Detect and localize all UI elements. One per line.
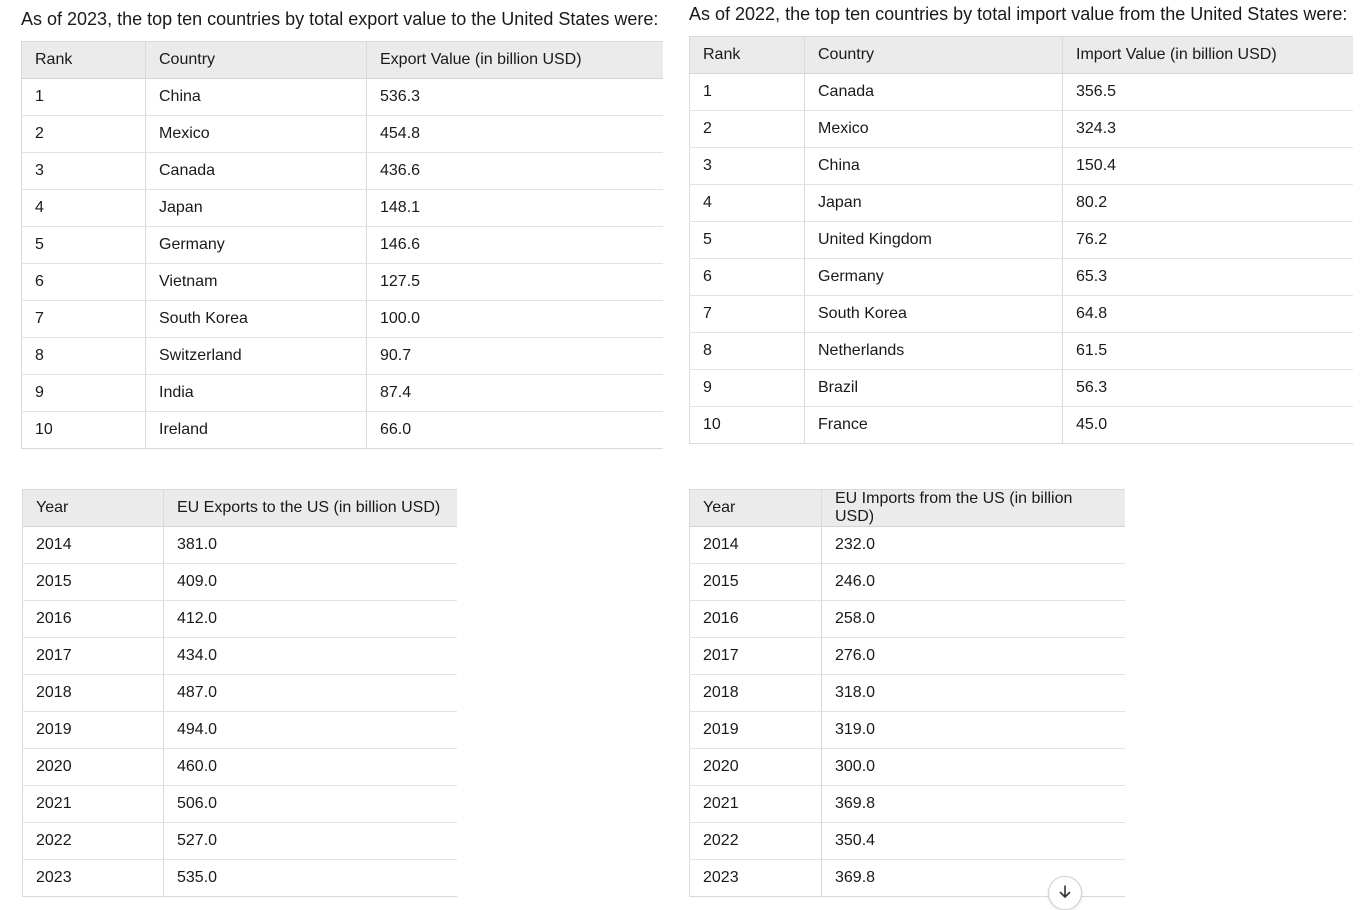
cell-rank: 10 <box>22 412 146 449</box>
table-row <box>23 712 458 749</box>
cell-rank: 4 <box>690 185 805 222</box>
table-row <box>690 148 1354 185</box>
cell-value: 369.8 <box>835 869 876 886</box>
import-section <box>689 2 1353 444</box>
cell-year: 2017 <box>23 638 164 675</box>
cell-value: 61.5 <box>1063 333 1354 370</box>
import-intro-text: As of 2022, the top ten countries by total import value from the United States were: <box>689 4 1348 24</box>
table-row <box>690 749 1126 786</box>
scroll-to-bottom-button[interactable] <box>1048 876 1082 910</box>
table-row <box>690 527 1126 564</box>
cell-year: 2018 <box>690 675 822 712</box>
cell-year: 2022 <box>23 823 164 860</box>
cell-country: Brazil <box>805 370 1063 407</box>
cell-country: Mexico <box>805 111 1063 148</box>
export-table <box>21 41 663 449</box>
cell-rank: 2 <box>690 111 805 148</box>
table-row <box>22 412 664 449</box>
cell-year: 2019 <box>690 712 822 749</box>
cell-year: 2015 <box>690 564 822 601</box>
cell-year: 2018 <box>23 675 164 712</box>
table-row <box>690 675 1126 712</box>
eu-exports-table <box>22 489 457 897</box>
table-row <box>23 675 458 712</box>
cell-country: United Kingdom <box>805 222 1063 259</box>
table-row <box>22 264 664 301</box>
cell-value: 494.0 <box>164 712 458 749</box>
cell-value: 356.5 <box>1063 74 1354 111</box>
export-intro-text: As of 2023, the top ten countries by total export value to the United States were: <box>21 9 659 29</box>
table-row <box>690 111 1354 148</box>
cell-rank: 8 <box>22 338 146 375</box>
cell-value: 412.0 <box>164 601 458 638</box>
table-row <box>690 259 1354 296</box>
cell-value: 276.0 <box>822 638 1126 675</box>
cell-rank: 9 <box>690 370 805 407</box>
eu-exports-section <box>22 489 457 897</box>
cell-rank: 1 <box>22 79 146 116</box>
table-header-row <box>690 37 1354 74</box>
cell-year: 2020 <box>23 749 164 786</box>
cell-year: 2021 <box>23 786 164 823</box>
table-row <box>22 153 664 190</box>
cell-value: 258.0 <box>822 601 1126 638</box>
cell-rank: 4 <box>22 190 146 227</box>
cell-value: 64.8 <box>1063 296 1354 333</box>
cell-value: 127.5 <box>367 264 664 301</box>
column-header-import-value: Import Value (in billion USD) <box>1063 37 1354 74</box>
cell-value: 381.0 <box>164 527 458 564</box>
cell-country: South Korea <box>146 301 367 338</box>
column-header-export-value: Export Value (in billion USD) <box>367 42 664 79</box>
cell-country: Canada <box>805 74 1063 111</box>
cell-rank: 9 <box>22 375 146 412</box>
column-header-eu-imports: EU Imports from the US (in billion USD) <box>822 490 1126 527</box>
table-row <box>23 823 458 860</box>
cell-year: 2019 <box>23 712 164 749</box>
cell-value: 146.6 <box>367 227 664 264</box>
cell-value: 460.0 <box>164 749 458 786</box>
table-row <box>23 749 458 786</box>
cell-value: 536.3 <box>367 79 664 116</box>
cell-value: 324.3 <box>1063 111 1354 148</box>
cell-value: 350.4 <box>822 823 1126 860</box>
cell-value: 148.1 <box>367 190 664 227</box>
cell-value: 87.4 <box>367 375 664 412</box>
cell-rank: 6 <box>22 264 146 301</box>
import-table <box>689 36 1353 444</box>
cell-value: 90.7 <box>367 338 664 375</box>
table-row <box>22 116 664 153</box>
table-row <box>23 860 458 897</box>
cell-value: 100.0 <box>367 301 664 338</box>
cell-country: France <box>805 407 1063 444</box>
eu-imports-table <box>689 489 1125 897</box>
table-row <box>690 823 1126 860</box>
cell-year: 2023 <box>23 860 164 897</box>
cell-value: 76.2 <box>1063 222 1354 259</box>
table-row <box>22 301 664 338</box>
cell-value: 65.3 <box>1063 259 1354 296</box>
cell-country: Switzerland <box>146 338 367 375</box>
cell-rank: 6 <box>690 259 805 296</box>
cell-value: 506.0 <box>164 786 458 823</box>
column-header-rank: Rank <box>690 37 805 74</box>
table-row <box>23 786 458 823</box>
cell-country: China <box>805 148 1063 185</box>
cell-country: China <box>146 79 367 116</box>
cell-rank: 8 <box>690 333 805 370</box>
cell-year: 2014 <box>690 527 822 564</box>
cell-rank: 5 <box>22 227 146 264</box>
cell-country: Germany <box>805 259 1063 296</box>
table-row <box>690 601 1126 638</box>
cell-year: 2020 <box>690 749 822 786</box>
cell-rank: 2 <box>22 116 146 153</box>
cell-rank: 3 <box>690 148 805 185</box>
cell-year: 2015 <box>23 564 164 601</box>
cell-value: 454.8 <box>367 116 664 153</box>
cell-value: 80.2 <box>1063 185 1354 222</box>
table-row <box>690 638 1126 675</box>
table-row <box>23 638 458 675</box>
table-header-row <box>22 42 664 79</box>
table-row <box>23 527 458 564</box>
cell-country: Netherlands <box>805 333 1063 370</box>
table-row <box>690 296 1354 333</box>
cell-year: 2016 <box>690 601 822 638</box>
table-row <box>690 564 1126 601</box>
table-row <box>690 185 1354 222</box>
table-row <box>690 407 1354 444</box>
cell-value: 45.0 <box>1076 416 1108 433</box>
cell-value: 56.3 <box>1063 370 1354 407</box>
cell-value: 434.0 <box>164 638 458 675</box>
cell-country: South Korea <box>805 296 1063 333</box>
table-row <box>23 601 458 638</box>
table-header-row <box>23 490 458 527</box>
table-row <box>22 190 664 227</box>
cell-value: 66.0 <box>380 421 412 438</box>
table-row <box>690 222 1354 259</box>
arrow-down-icon <box>1058 885 1072 899</box>
table-row <box>690 74 1354 111</box>
cell-value: 150.4 <box>1063 148 1354 185</box>
cell-value: 369.8 <box>822 786 1126 823</box>
cell-value: 318.0 <box>822 675 1126 712</box>
cell-rank: 7 <box>690 296 805 333</box>
column-header-eu-exports: EU Exports to the US (in billion USD) <box>164 490 458 527</box>
table-row <box>22 375 664 412</box>
cell-rank: 10 <box>690 407 805 444</box>
cell-country: India <box>146 375 367 412</box>
column-header-country: Country <box>805 37 1063 74</box>
cell-value: 527.0 <box>164 823 458 860</box>
cell-value: 436.6 <box>367 153 664 190</box>
cell-value: 300.0 <box>822 749 1126 786</box>
cell-country: Canada <box>146 153 367 190</box>
cell-value: 487.0 <box>164 675 458 712</box>
cell-value: 535.0 <box>177 869 218 886</box>
cell-year: 2022 <box>690 823 822 860</box>
cell-rank: 3 <box>22 153 146 190</box>
cell-year: 2023 <box>690 860 822 897</box>
cell-rank: 5 <box>690 222 805 259</box>
table-row <box>22 227 664 264</box>
column-header-rank: Rank <box>22 42 146 79</box>
cell-year: 2017 <box>690 638 822 675</box>
cell-country: Japan <box>146 190 367 227</box>
column-header-country: Country <box>146 42 367 79</box>
column-header-year: Year <box>23 490 164 527</box>
table-header-row <box>690 490 1126 527</box>
cell-value: 232.0 <box>822 527 1126 564</box>
table-row <box>690 786 1126 823</box>
eu-imports-section <box>689 489 1125 897</box>
table-row <box>690 370 1354 407</box>
cell-rank: 1 <box>690 74 805 111</box>
cell-country: Ireland <box>146 412 367 449</box>
export-section <box>21 7 663 449</box>
cell-country: Vietnam <box>146 264 367 301</box>
table-row <box>690 712 1126 749</box>
cell-value: 409.0 <box>164 564 458 601</box>
cell-country: Mexico <box>146 116 367 153</box>
table-row <box>23 564 458 601</box>
column-header-year: Year <box>690 490 822 527</box>
cell-country: Japan <box>805 185 1063 222</box>
cell-year: 2016 <box>23 601 164 638</box>
cell-country: Germany <box>146 227 367 264</box>
table-row <box>22 79 664 116</box>
cell-rank: 7 <box>22 301 146 338</box>
table-row <box>22 338 664 375</box>
cell-year: 2021 <box>690 786 822 823</box>
table-row <box>690 333 1354 370</box>
cell-value: 246.0 <box>822 564 1126 601</box>
cell-year: 2014 <box>23 527 164 564</box>
cell-value: 319.0 <box>822 712 1126 749</box>
